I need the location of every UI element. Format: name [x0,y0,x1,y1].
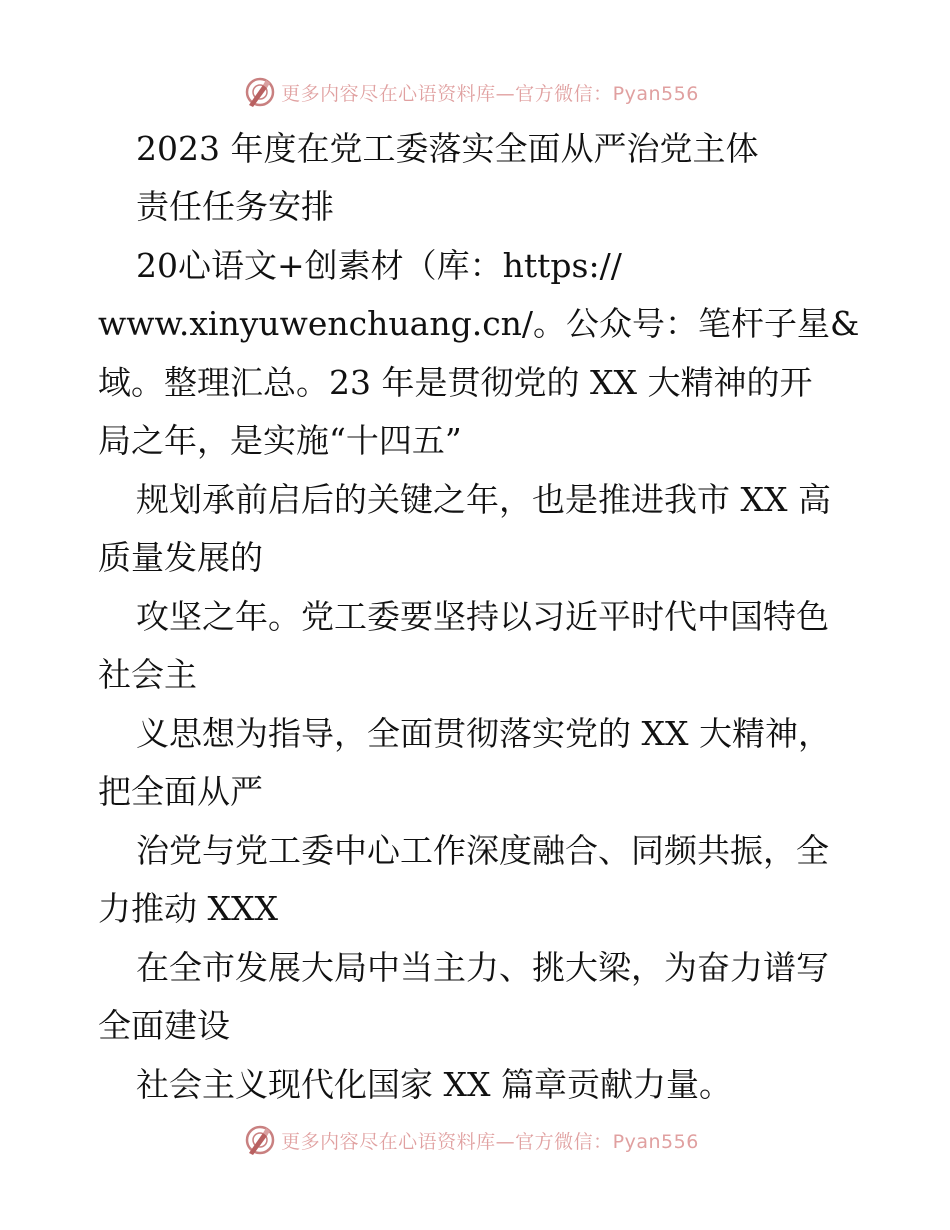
text-line: 力推动 XXX [98,889,278,928]
text-line: 质量发展的 [98,538,263,577]
text-line: 2023 年度在党工委落实全面从严治党主体 [136,129,759,168]
text-line: 局之年，是实施“十四五” [98,421,462,460]
pen-in-circle-logo-icon [243,1123,277,1157]
text-line: www.xinyuwenchuang.cn/。公众号：笔杆子星& [98,304,860,343]
header-watermark [0,72,950,112]
text-line: 社会主义现代化国家 XX 篇章贡献力量。 [136,1065,732,1104]
text-line: 20心语文+创素材（库：https:// [136,246,622,285]
text-line: 责任任务安排 [136,187,334,226]
text-line: 在全市发展大局中当主力、挑大梁，为奋力谱写 [136,948,829,987]
text-line: 规划承前启后的关键之年，也是推进我市 XX 高 [136,480,831,519]
text-line: 域。整理汇总。23 年是贯彻党的 XX 大精神的开 [98,363,813,402]
text-line: 义思想为指导，全面贯彻落实党的 XX 大精神， [136,714,831,753]
text-line: 治党与党工委中心工作深度融合、同频共振，全 [136,831,829,870]
text-line: 攻坚之年。党工委要坚持以习近平时代中国特色 [136,597,829,636]
text-line: 社会主 [98,655,197,694]
watermark-text: 更多内容尽在心语资料库—官方微信：Pyan556 [281,1130,699,1153]
pen-in-circle-logo-icon [243,75,277,109]
watermark-text: 更多内容尽在心语资料库—官方微信：Pyan556 [281,82,699,105]
text-line: 把全面从严 [98,772,263,811]
footer-watermark [0,1120,950,1160]
text-line: 全面建设 [98,1006,230,1045]
